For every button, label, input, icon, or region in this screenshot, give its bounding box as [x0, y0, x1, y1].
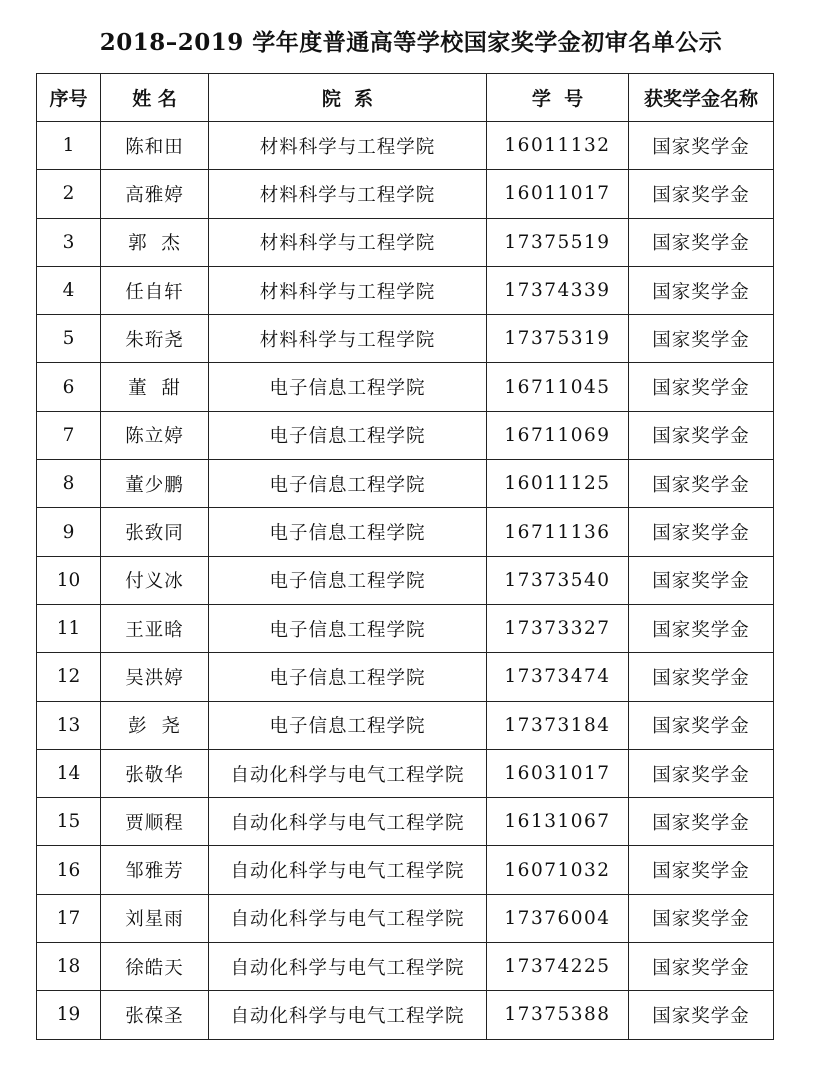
table-row [37, 508, 774, 556]
table-row [37, 363, 774, 411]
department: 电子信息工程学院 [209, 701, 487, 749]
table-row [37, 653, 774, 701]
row-number: 5 [37, 315, 101, 363]
student-id: 16711045 [487, 363, 629, 411]
award-name: 国家奖学金 [629, 266, 774, 314]
award-name: 国家奖学金 [629, 991, 774, 1039]
award-name: 国家奖学金 [629, 460, 774, 508]
student-name: 董少鹏 [101, 460, 209, 508]
table-row [37, 315, 774, 363]
student-name: 陈立婷 [101, 411, 209, 459]
student-id: 17373327 [487, 604, 629, 652]
department: 材料科学与工程学院 [209, 266, 487, 314]
student-id: 17373540 [487, 556, 629, 604]
student-id: 17373474 [487, 653, 629, 701]
table-row [37, 991, 774, 1039]
department: 自动化科学与电气工程学院 [209, 749, 487, 797]
student-id: 16011017 [487, 170, 629, 218]
student-id: 17376004 [487, 894, 629, 942]
row-number: 2 [37, 170, 101, 218]
student-name: 付义冰 [101, 556, 209, 604]
award-name: 国家奖学金 [629, 411, 774, 459]
student-name: 张葆圣 [101, 991, 209, 1039]
student-name: 任自轩 [101, 266, 209, 314]
student-id: 17375519 [487, 218, 629, 266]
scholarship-list-table [36, 73, 774, 1040]
table-row [37, 798, 774, 846]
student-id: 16131067 [487, 798, 629, 846]
award-name: 国家奖学金 [629, 701, 774, 749]
award-name: 国家奖学金 [629, 798, 774, 846]
row-number: 17 [37, 894, 101, 942]
table-row [37, 604, 774, 652]
student-id: 17375388 [487, 991, 629, 1039]
row-number: 1 [37, 122, 101, 170]
row-number: 19 [37, 991, 101, 1039]
department: 自动化科学与电气工程学院 [209, 991, 487, 1039]
award-name: 国家奖学金 [629, 943, 774, 991]
department: 自动化科学与电气工程学院 [209, 894, 487, 942]
student-name: 王亚晗 [101, 604, 209, 652]
award-name: 国家奖学金 [629, 604, 774, 652]
student-name: 贾顺程 [101, 798, 209, 846]
row-number: 8 [37, 460, 101, 508]
award-name: 国家奖学金 [629, 218, 774, 266]
table-row [37, 460, 774, 508]
award-name: 国家奖学金 [629, 315, 774, 363]
table-row [37, 122, 774, 170]
department: 电子信息工程学院 [209, 508, 487, 556]
row-number: 4 [37, 266, 101, 314]
table-row [37, 411, 774, 459]
header-dept: 院 系 [209, 74, 487, 122]
student-name: 吴洪婷 [101, 653, 209, 701]
row-number: 6 [37, 363, 101, 411]
award-name: 国家奖学金 [629, 363, 774, 411]
department: 电子信息工程学院 [209, 363, 487, 411]
student-name: 徐皓天 [101, 943, 209, 991]
award-name: 国家奖学金 [629, 122, 774, 170]
table-row [37, 846, 774, 894]
department: 材料科学与工程学院 [209, 170, 487, 218]
department: 电子信息工程学院 [209, 604, 487, 652]
table-row [37, 894, 774, 942]
table-header [37, 74, 774, 122]
table-row [37, 749, 774, 797]
department: 电子信息工程学院 [209, 411, 487, 459]
header-row [37, 74, 774, 122]
row-number: 9 [37, 508, 101, 556]
student-name: 张致同 [101, 508, 209, 556]
department: 自动化科学与电气工程学院 [209, 798, 487, 846]
department: 自动化科学与电气工程学院 [209, 846, 487, 894]
student-id: 16031017 [487, 749, 629, 797]
student-id: 16071032 [487, 846, 629, 894]
table-row [37, 943, 774, 991]
student-id: 16711069 [487, 411, 629, 459]
student-name: 董 甜 [101, 363, 209, 411]
header-student-id: 学 号 [487, 74, 629, 122]
row-number: 16 [37, 846, 101, 894]
header-no: 序号 [37, 74, 101, 122]
department: 电子信息工程学院 [209, 556, 487, 604]
table-row [37, 170, 774, 218]
award-name: 国家奖学金 [629, 653, 774, 701]
page-title: 2018–2019 学年度普通高等学校国家奖学金初审名单公示 [99, 29, 723, 56]
row-number: 3 [37, 218, 101, 266]
row-number: 15 [37, 798, 101, 846]
student-id: 16011125 [487, 460, 629, 508]
student-id: 17373184 [487, 701, 629, 749]
table-row [37, 701, 774, 749]
student-name: 张敬华 [101, 749, 209, 797]
student-id: 16011132 [487, 122, 629, 170]
student-id: 17375319 [487, 315, 629, 363]
department: 材料科学与工程学院 [209, 315, 487, 363]
row-number: 18 [37, 943, 101, 991]
award-name: 国家奖学金 [629, 170, 774, 218]
header-award: 获奖学金名称 [629, 74, 774, 122]
award-name: 国家奖学金 [629, 508, 774, 556]
table-row [37, 556, 774, 604]
department: 材料科学与工程学院 [209, 122, 487, 170]
student-name: 朱珩尧 [101, 315, 209, 363]
award-name: 国家奖学金 [629, 846, 774, 894]
award-name: 国家奖学金 [629, 556, 774, 604]
student-id: 16711136 [487, 508, 629, 556]
table-row [37, 266, 774, 314]
student-name: 彭 尧 [101, 701, 209, 749]
student-name: 郭 杰 [101, 218, 209, 266]
award-name: 国家奖学金 [629, 894, 774, 942]
student-id: 17374225 [487, 943, 629, 991]
row-number: 13 [37, 701, 101, 749]
table-row [37, 218, 774, 266]
student-id: 17374339 [487, 266, 629, 314]
table-body [37, 122, 774, 1040]
header-name: 姓 名 [101, 74, 209, 122]
department: 自动化科学与电气工程学院 [209, 943, 487, 991]
student-name: 陈和田 [101, 122, 209, 170]
row-number: 7 [37, 411, 101, 459]
row-number: 12 [37, 653, 101, 701]
student-name: 邹雅芳 [101, 846, 209, 894]
department: 材料科学与工程学院 [209, 218, 487, 266]
department: 电子信息工程学院 [209, 460, 487, 508]
student-name: 刘星雨 [101, 894, 209, 942]
row-number: 11 [37, 604, 101, 652]
department: 电子信息工程学院 [209, 653, 487, 701]
award-name: 国家奖学金 [629, 749, 774, 797]
student-name: 高雅婷 [101, 170, 209, 218]
row-number: 14 [37, 749, 101, 797]
row-number: 10 [37, 556, 101, 604]
